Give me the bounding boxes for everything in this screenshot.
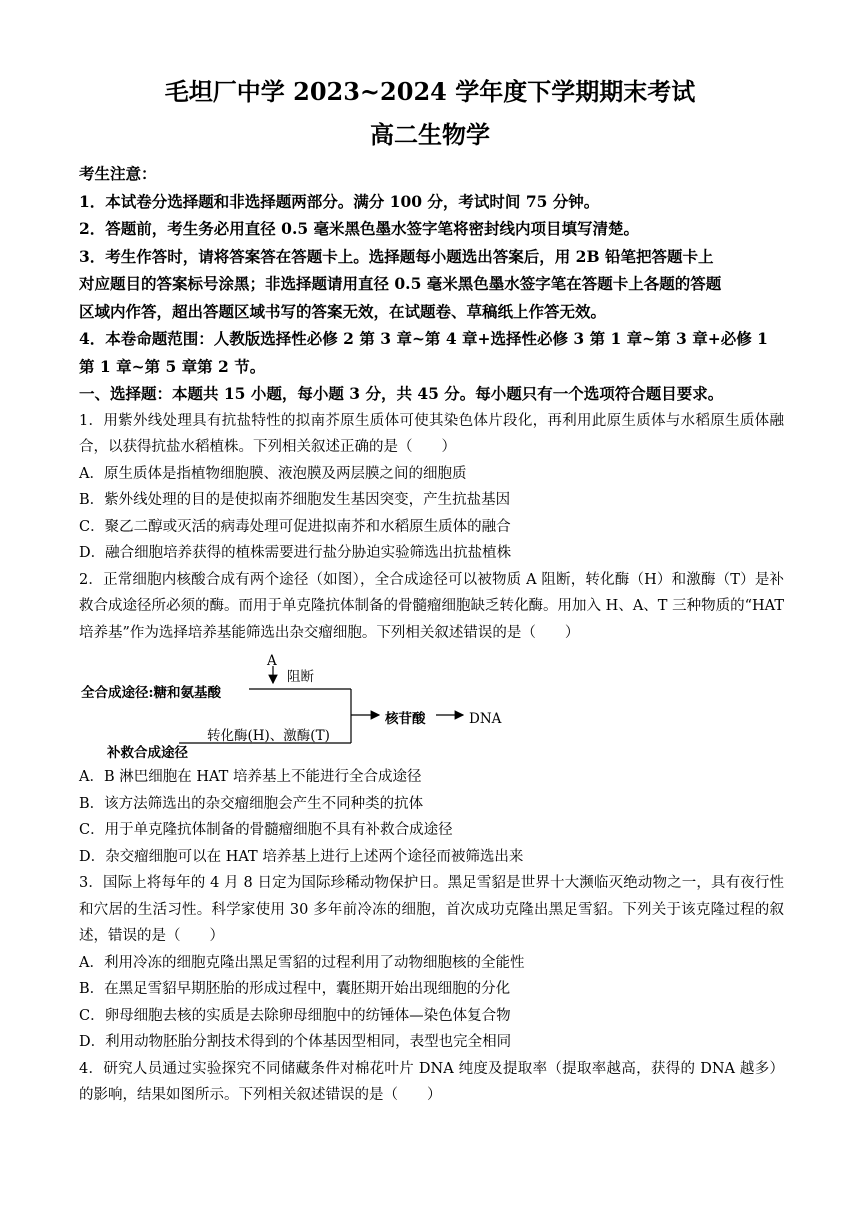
nucleotide-label: 核苷酸 xyxy=(385,711,426,727)
nucleic-acid-pathway-diagram xyxy=(79,652,539,760)
dna-label: DNA xyxy=(469,711,502,727)
question-2 xyxy=(79,567,784,871)
question-stem: 4．研究人员通过实验探究不同储藏条件对棉花叶片 DNA 纯度及提取率（提取率越高，获得的 DNA 越多）的影响，结果如图所示。下列相关叙述错误的是（ ） xyxy=(79,1060,784,1103)
exam-subtitle: 高二生物学 xyxy=(370,120,490,149)
notes-line: 3．考生作答时，请将答案答在答题卡上。选择题每小题选出答案后，用 2B 铅笔把答题卡上 xyxy=(79,246,714,266)
question-stem: 1．用紫外线处理具有抗盐特性的拟南芥原生质体可使其染色体片段化，再利用此原生质体与水稻原生质体融合，以获得抗盐水稻植株。下列相关叙述正确的是（ ） xyxy=(79,412,784,455)
option-d: D．融合细胞培养获得的植株需要进行盐分胁迫实验筛选出抗盐植株 xyxy=(79,545,512,561)
option-a: A．B 淋巴细胞在 HAT 培养基上不能进行全合成途径 xyxy=(79,769,422,785)
exam-title: 毛坦厂中学 2023~2024 学年度下学期期末考试 xyxy=(164,77,696,106)
question-stem: 3．国际上将每年的 4 月 8 日定为国际珍稀动物保护日。黑足雪貂是世界十大濒临灭绝动物之一，具有夜行性和穴居的生活习性。科学家使用 30 多年前冷冻的细胞，首次成功克隆出黑足雪貂。下列关于该克隆过程的叙述，错误的是（ ） xyxy=(79,875,784,944)
exam-body xyxy=(79,160,784,1109)
notes-line: 4．本卷命题范围：人教版选择性必修 2 第 3 章~第 4 章+选择性必修 3 第 1 章~第 3 章+必修 1 xyxy=(79,329,768,348)
option-d: D．利用动物胚胎分割技术得到的个体基因型相同，表型也完全相同 xyxy=(79,1034,512,1050)
notes-line: 第 1 章~第 5 章第 2 节。 xyxy=(79,356,266,376)
option-b: B．紫外线处理的目的是使拟南芥细胞发生基因突变，产生抗盐基因 xyxy=(79,492,511,508)
section-heading: 一、选择题：本题共 15 小题，每小题 3 分，共 45 分。每小题只有一个选项符合题目要求。 xyxy=(79,384,724,403)
option-a: A．利用冷冻的细胞克隆出黑足雪貂的过程利用了动物细胞核的全能性 xyxy=(79,954,525,971)
option-c: C．卵母细胞去核的实质是去除卵母细胞中的纺锤体—染色体复合物 xyxy=(79,1007,511,1024)
option-c: C．聚乙二醇或灭活的病毒处理可促进拟南芥和水稻原生质体的融合 xyxy=(79,518,511,535)
option-d: D．杂交瘤细胞可以在 HAT 培养基上进行上述两个途径而被筛选出来 xyxy=(79,848,524,865)
notes-line: 2．答题前，考生务必用直径 0.5 毫米黑色墨水签字笔将密封线内项目填写清楚。 xyxy=(79,219,640,238)
enzyme-label: 转化酶(H)、激酶(T) xyxy=(207,728,330,744)
salvage-synthesis-label: 补救合成途径 xyxy=(107,745,188,761)
question-1 xyxy=(79,408,784,567)
notes-heading: 考生注意： xyxy=(79,164,157,183)
substance-a-label: A xyxy=(267,653,277,669)
notes-line: 1．本试卷分选择题和非选择题两部分。满分 100 分，考试时间 75 分钟。 xyxy=(79,191,600,211)
option-c: C．用于单克隆抗体制备的骨髓瘤细胞不具有补救合成途径 xyxy=(79,822,453,838)
notes-line: 对应题目的答案标号涂黑；非选择题请用直径 0.5 毫米黑色墨水签字笔在答题卡上各题的答题 xyxy=(79,274,722,293)
question-3 xyxy=(79,870,784,1056)
notes-line: 区域内作答，超出答题区域书写的答案无效，在试题卷、草稿纸上作答无效。 xyxy=(79,301,607,321)
option-b: B．该方法筛选出的杂交瘤细胞会产生不同种类的抗体 xyxy=(79,795,424,812)
full-synthesis-label: 全合成途径:糖和氨基酸 xyxy=(81,685,221,701)
question-stem: 2．正常细胞内核酸合成有两个途径（如图），全合成途径可以被物质 A 阻断，转化酶（H）和激酶（T）是补救合成途径所必须的酶。而用于单克隆抗体制备的骨髓瘤细胞缺乏转化酶。用加入 H、A、T 三种物质的“HAT 培养基”作为选择培养基能筛选出杂交瘤细胞。下列相关叙述错误的是（ ） xyxy=(79,571,784,641)
block-label: 阻断 xyxy=(287,669,314,685)
option-a: A．原生质体是指植物细胞膜、液泡膜及两层膜之间的细胞质 xyxy=(79,465,467,482)
option-b: B．在黑足雪貂早期胚胎的形成过程中，囊胚期开始出现细胞的分化 xyxy=(79,981,511,997)
question-4 xyxy=(79,1056,784,1109)
